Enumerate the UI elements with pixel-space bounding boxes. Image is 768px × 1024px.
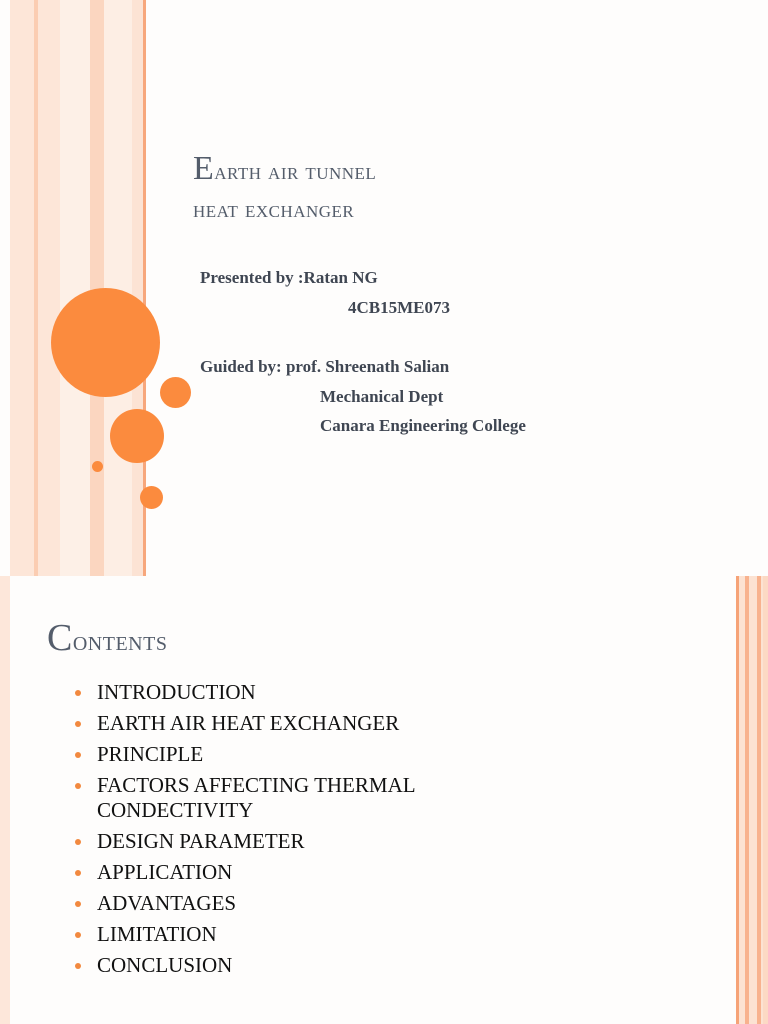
list-item	[75, 711, 517, 736]
list-item-text: PRINCIPLE	[97, 742, 204, 766]
decor-circle-small	[140, 486, 163, 509]
decor-stripe	[745, 576, 749, 1024]
bullet-icon	[75, 721, 81, 727]
bullet-icon	[75, 752, 81, 758]
contents-initial: C	[47, 617, 73, 659]
college-name: Canara Engineering College	[320, 416, 526, 435]
decor-circle-large	[51, 288, 160, 397]
title-line-1: arth air tunnel	[214, 159, 377, 185]
list-item	[75, 742, 517, 767]
list-item-text: APPLICATION	[97, 860, 233, 884]
decor-stripe	[0, 576, 10, 1024]
list-item	[75, 922, 517, 947]
decor-stripe	[763, 576, 768, 1024]
list-item-text: ADVANTAGES	[97, 891, 237, 915]
list-item	[75, 680, 517, 705]
roll-number: 4CB15ME073	[348, 298, 450, 317]
bullet-icon	[75, 963, 81, 969]
decor-circle-small	[160, 377, 191, 408]
bullet-icon	[75, 870, 81, 876]
department: Mechanical Dept	[320, 387, 444, 406]
bullet-icon	[75, 690, 81, 696]
decor-stripe	[60, 0, 90, 576]
list-item-text: INTRODUCTION	[97, 680, 256, 704]
title-initial: E	[193, 150, 215, 187]
bullet-icon	[75, 839, 81, 845]
contents-list	[75, 680, 517, 984]
list-item-text: EARTH AIR HEAT EXCHANGER	[97, 711, 400, 735]
list-item-text: CONCLUSION	[97, 953, 233, 977]
presenter-label: Presented by :Ratan NG	[200, 268, 378, 287]
list-item	[75, 829, 517, 854]
decor-circle-medium	[110, 409, 164, 463]
contents-heading	[47, 616, 167, 660]
slide-title	[193, 150, 376, 229]
list-item-text: DESIGN PARAMETER	[97, 829, 305, 853]
list-item	[75, 773, 517, 823]
bullet-icon	[75, 783, 81, 789]
list-item	[75, 860, 517, 885]
decor-stripe	[34, 0, 38, 576]
decor-circle-tiny	[92, 461, 103, 472]
list-item-text: LIMITATION	[97, 922, 217, 946]
list-item	[75, 953, 517, 978]
list-item	[75, 891, 517, 916]
list-item-text: FACTORS AFFECTING THERMAL CONDECTIVITY	[97, 773, 415, 822]
bullet-icon	[75, 901, 81, 907]
contents-heading-rest: ontents	[72, 626, 168, 657]
decor-stripe	[757, 576, 761, 1024]
bullet-icon	[75, 932, 81, 938]
title-line-2: heat exchanger	[193, 197, 355, 223]
guide-label: Guided by: prof. Shreenath Salian	[200, 357, 450, 376]
